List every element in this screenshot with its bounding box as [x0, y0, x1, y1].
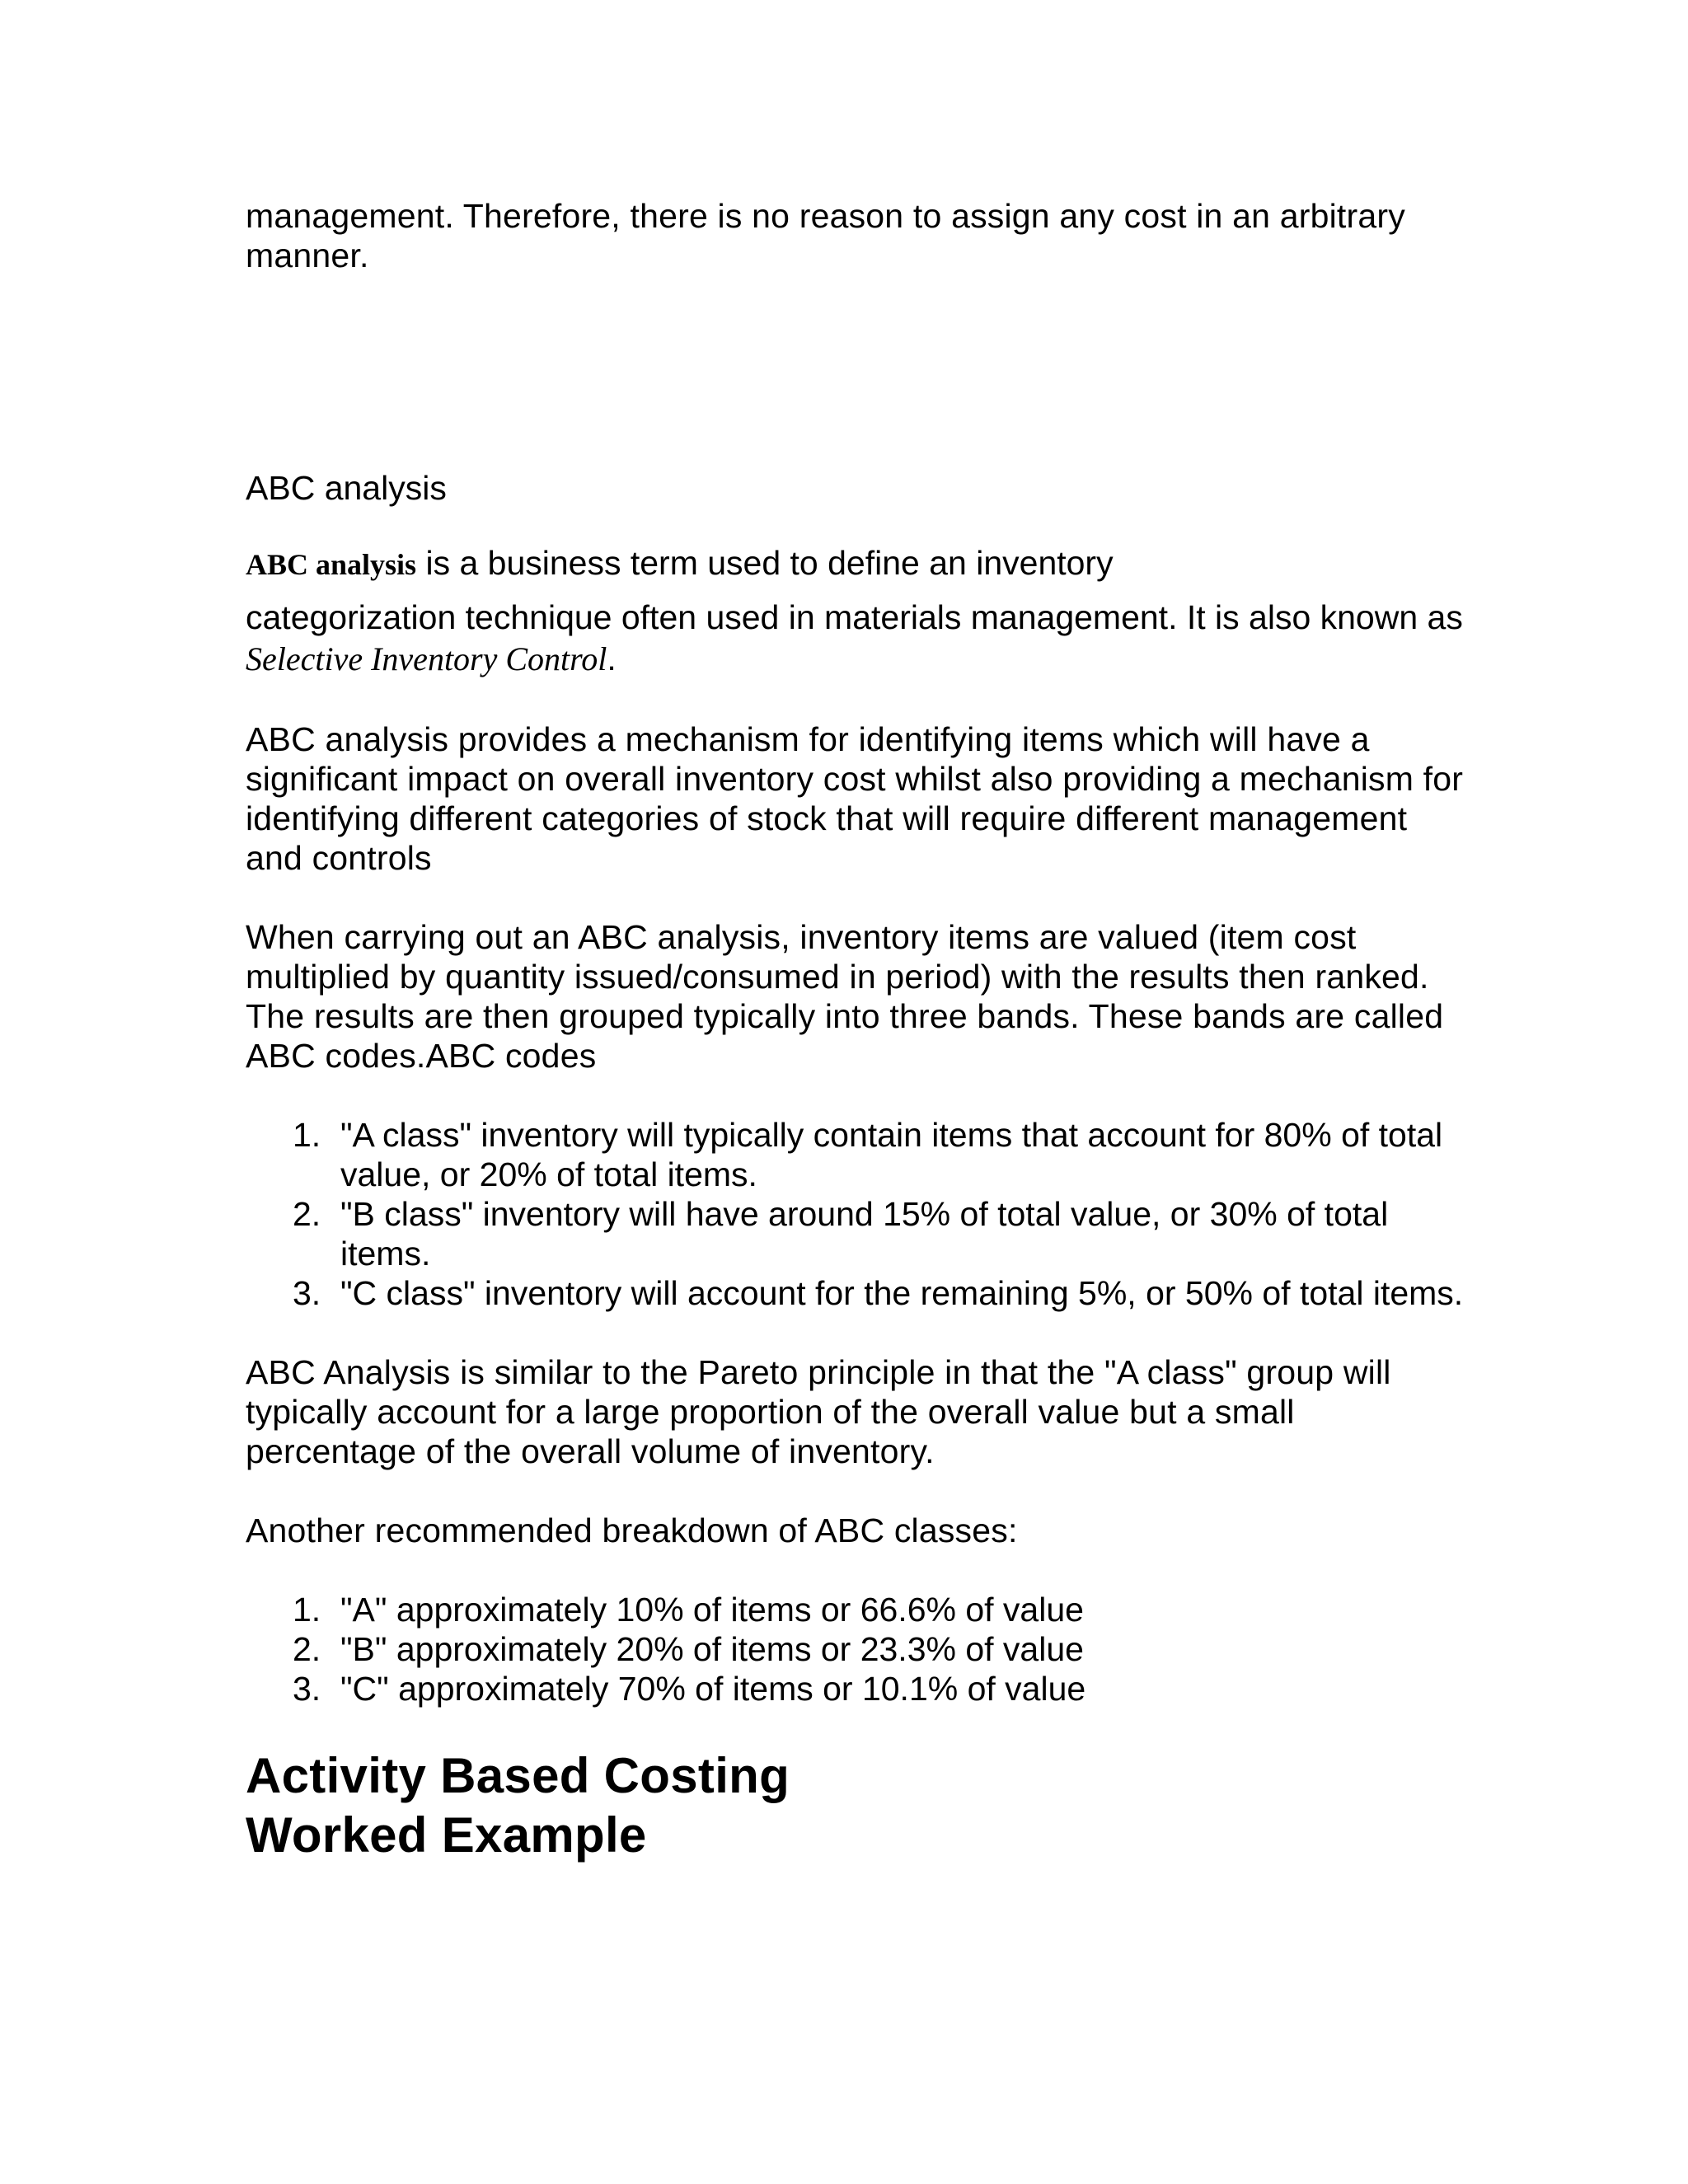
worked-example-heading — [246, 1746, 1465, 1865]
abc-definition-paragraph — [246, 542, 1465, 680]
definition-text-1: is a business term used to define an inventory — [416, 544, 1114, 582]
definition-text-2: categorization technique often used in materials management. It is also known as — [246, 598, 1463, 636]
abc-breakdown-list — [246, 1590, 1465, 1708]
list-number: 1. — [293, 1116, 321, 1154]
definition-end: . — [607, 640, 617, 677]
list-text: "A class" inventory will typically contain items that account for 80% of total value, or 20% of total items. — [340, 1116, 1443, 1193]
pareto-paragraph: ABC Analysis is similar to the Pareto principle in that the "A class" group will typically account for a large proportion of the overall value but a small percentage of the overall volume of inventory. — [246, 1353, 1391, 1470]
abc-term: ABC analysis — [246, 548, 417, 581]
list-item — [293, 1629, 1465, 1669]
definition-line-2 — [246, 597, 1465, 680]
list-item — [293, 1194, 1465, 1273]
valuation-paragraph: When carrying out an ABC analysis, inventory items are valued (item cost multiplied by quantity issued/consumed in period) with the results then ranked. The results are then grouped typically into three bands. These bands are called ABC codes.ABC codes — [246, 918, 1444, 1075]
heading-line-1: Activity Based Costing — [246, 1748, 790, 1803]
list-item — [293, 1115, 1465, 1194]
list-number: 2. — [293, 1195, 321, 1233]
list-text: "B" approximately 20% of items or 23.3% of value — [340, 1630, 1084, 1668]
list-item — [293, 1590, 1465, 1629]
list-number: 2. — [293, 1630, 321, 1668]
intro-paragraph: management. Therefore, there is no reason to assign any cost in an arbitrary manner. — [246, 197, 1405, 274]
list-text: "C class" inventory will account for the remaining 5%, or 50% of total items. — [340, 1274, 1464, 1312]
list-text: "B class" inventory will have around 15% of total value, or 30% of total items. — [340, 1195, 1389, 1272]
alias-term: Selective Inventory Control — [246, 640, 607, 677]
breakdown-intro: Another recommended breakdown of ABC classes: — [246, 1511, 1018, 1549]
mechanism-paragraph: ABC analysis provides a mechanism for identifying items which will have a significant impact on overall inventory cost whilst also providing a mechanism for identifying different categories of stock that will require different management and controls — [246, 720, 1464, 877]
list-number: 1. — [293, 1591, 321, 1629]
list-text: "A" approximately 10% of items or 66.6% of value — [340, 1591, 1084, 1629]
list-number: 3. — [293, 1670, 321, 1708]
abc-analysis-heading: ABC analysis — [246, 469, 447, 507]
list-item — [293, 1669, 1465, 1708]
list-text: "C" approximately 70% of items or 10.1% of value — [340, 1670, 1086, 1708]
document-page — [246, 196, 1465, 1865]
heading-line-2: Worked Example — [246, 1807, 647, 1863]
list-number: 3. — [293, 1274, 321, 1312]
abc-classes-list — [246, 1115, 1465, 1313]
list-item — [293, 1273, 1465, 1313]
